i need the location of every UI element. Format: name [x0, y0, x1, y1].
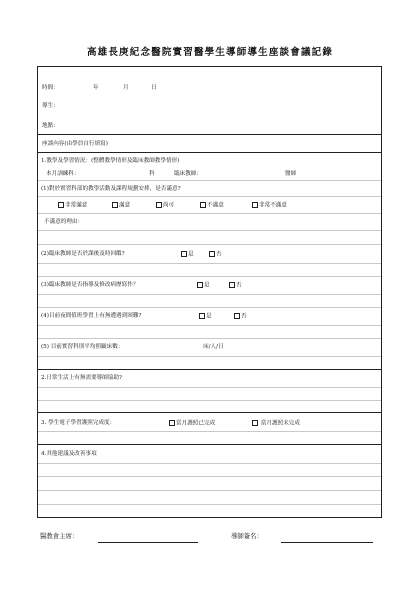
ruled-line — [38, 307, 381, 308]
ruled-line — [38, 431, 381, 432]
ruled-line — [38, 338, 381, 339]
chair-signature-label: 醫教會主席： — [40, 532, 79, 540]
content-heading: 座談內容(由學員自行填寫) — [42, 141, 108, 147]
checkbox[interactable] — [252, 420, 258, 426]
checkbox[interactable] — [229, 282, 235, 288]
ruled-line — [38, 325, 381, 326]
divider-section2 — [38, 369, 381, 370]
checkbox[interactable] — [58, 202, 64, 208]
question-2: (2)臨床教師是否於課後及時回饋? — [41, 251, 125, 257]
divider-section4 — [38, 444, 381, 445]
option-satisfied[interactable]: 滿意 — [112, 202, 130, 210]
student-label: 導生： — [42, 103, 59, 109]
ruled-line — [38, 180, 381, 181]
teacher-label: 臨床教師： — [174, 171, 202, 177]
option-very-satisfied[interactable]: 非常滿意 — [58, 202, 87, 210]
document-title: 高雄長庚紀念醫院實習醫學生導師導生座談會議記錄 — [86, 47, 334, 58]
option-fair[interactable]: 尚可 — [156, 202, 174, 210]
mentor-signature-label: 導師簽名： — [231, 532, 263, 540]
dept-suffix: 科 — [149, 171, 155, 177]
ruled-line — [38, 263, 381, 264]
divider-content — [38, 152, 381, 153]
section3-heading: 3. 學生電子學習護照完成度： — [41, 420, 116, 426]
checkbox[interactable] — [156, 202, 162, 208]
section1-heading: 1.教學及學習情況：(整體教學情形及臨床教師教學情形) — [41, 158, 180, 164]
checkbox[interactable] — [209, 251, 215, 257]
passport-done[interactable]: 當月護照已完成 — [169, 420, 215, 428]
q2-yes[interactable]: 是 — [181, 251, 194, 259]
ruled-line — [38, 230, 381, 231]
q3-yes[interactable]: 是 — [197, 282, 210, 290]
checkbox[interactable] — [197, 282, 203, 288]
year-label: 年 — [93, 85, 99, 91]
ruled-line — [38, 196, 381, 197]
option-very-dissatisfied[interactable]: 非常不滿意 — [252, 202, 287, 210]
divider-section3 — [38, 412, 381, 413]
chair-signature-line[interactable] — [98, 542, 198, 543]
checkbox[interactable] — [169, 420, 175, 426]
passport-not-done[interactable]: 當月護照未完成 — [252, 420, 300, 428]
ruled-line — [38, 504, 381, 505]
option-dissatisfied[interactable]: 不滿意 — [200, 202, 224, 210]
ruled-line — [38, 294, 381, 295]
ruled-line — [38, 276, 381, 277]
q4-no[interactable]: 否 — [234, 313, 247, 321]
dissatisfied-reason-label: 不滿意的理由： — [44, 219, 84, 225]
ruled-line — [38, 244, 381, 245]
dept-label: 本月訓練科： — [46, 171, 80, 177]
teacher-suffix: 醫師 — [285, 171, 297, 177]
q4-yes[interactable]: 是 — [199, 313, 212, 321]
checkbox[interactable] — [252, 202, 258, 208]
question-3: (3)臨床教師是否指導及修改病歷寫作？ — [41, 282, 139, 288]
ruled-line — [38, 387, 381, 388]
question-4: (4)目前夜間值班學習上有無遭遇到困難? — [41, 313, 142, 319]
section4-heading: 4.其他建議及改善事項 — [41, 451, 97, 457]
ruled-line — [38, 490, 381, 491]
ruled-line — [38, 476, 381, 477]
divider-header — [38, 134, 381, 135]
day-label: 日 — [151, 85, 157, 91]
location-label: 地點： — [42, 123, 59, 129]
ruled-line — [38, 213, 381, 214]
question-1: (1)對於實習科部的教學活動及課程規劃安排，是否滿意? — [41, 186, 181, 192]
q3-no[interactable]: 否 — [229, 282, 242, 290]
checkbox[interactable] — [200, 202, 206, 208]
checkbox[interactable] — [199, 313, 205, 319]
ruled-line — [38, 400, 381, 401]
question-5: (5) 目前實習科別平均照顧床數： — [41, 344, 124, 350]
ruled-line — [38, 463, 381, 464]
meeting-record-form — [37, 66, 382, 518]
time-label: 時間： — [42, 85, 59, 91]
month-label: 月 — [123, 85, 129, 91]
checkbox[interactable] — [181, 251, 187, 257]
checkbox[interactable] — [234, 313, 240, 319]
q2-no[interactable]: 否 — [209, 251, 222, 259]
checkbox[interactable] — [112, 202, 118, 208]
ruled-line — [38, 356, 381, 357]
mentor-signature-line[interactable] — [281, 542, 373, 543]
section2-heading: 2.日常生活上有無需要導師協助? — [41, 375, 123, 381]
bed-unit: 床/人/日 — [203, 344, 224, 350]
